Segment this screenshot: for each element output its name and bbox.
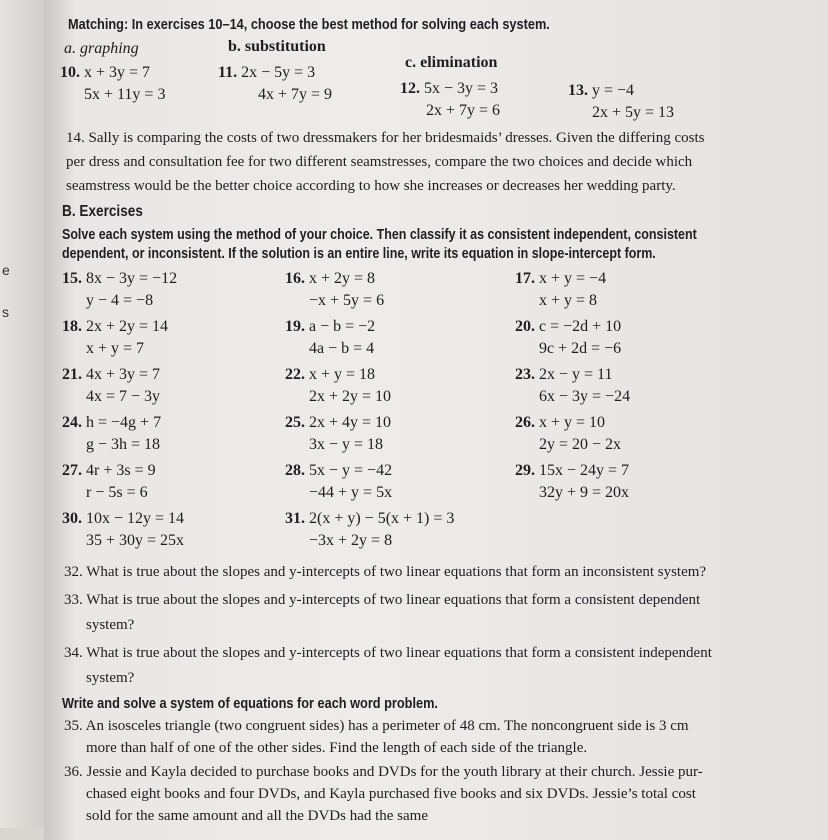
exercise-20: 20. c = −2d + 10 9c + 2d = −6 — [515, 318, 622, 357]
exercise-36: 36. Jessie and Kayla decided to purchase books and DVDs for the youth library at their church. Jessie pur- chased eight books and four DVDs, and Kayla purchased five books and six DVDs. Jessie’s total cost sold for the same amount and all the DVDs had the same — [64, 764, 703, 824]
exercise-18: 18. 2x + 2y = 14 x + y = 7 — [62, 318, 169, 357]
exercise-17: 17. x + y = −4 x + y = 8 — [515, 270, 607, 309]
exercise-27: 27. 4r + 3s = 9 r − 5s = 6 — [62, 462, 156, 501]
exercise-15: 15. 8x − 3y = −12 y − 4 = −8 — [62, 270, 178, 309]
edge-fragment: s — [2, 304, 9, 320]
option-substitution: b. substitution — [228, 38, 326, 55]
option-graphing: a. graphing — [64, 40, 139, 57]
exercise-10: 10. x + 3y = 7 5x + 11y = 3 — [60, 64, 166, 103]
exercise-30: 30. 10x − 12y = 14 35 + 30y = 25x — [62, 510, 185, 549]
exercise-28: 28. 5x − y = −42 −44 + y = 5x — [285, 462, 393, 501]
exercise-22: 22. x + y = 18 2x + 2y = 10 — [285, 366, 392, 405]
exercise-24: 24. h = −4g + 7 g − 3h = 18 — [62, 414, 162, 453]
question-34: 34. What is true about the slopes and y-intercepts of two linear equations that form a consistent independent system? — [64, 645, 712, 686]
section-title: B. Exercises — [62, 203, 143, 220]
exercise-31: 31. 2(x + y) − 5(x + 1) = 3 −3x + 2y = 8 — [285, 510, 455, 549]
exercise-25: 25. 2x + 4y = 10 3x − y = 18 — [285, 414, 392, 453]
option-elimination: c. elimination — [405, 54, 498, 71]
exercise-26: 26. x + y = 10 2y = 20 − 2x — [515, 414, 622, 453]
section-instructions: Solve each system using the method of your choice. Then classify it as consistent independent, consistent dependent, or inconsistent. If the solution is an entire line, write its equation in slope-intercept form. — [62, 227, 697, 262]
matching-instruction: Matching: In exercises 10–14, choose the best method for solving each system. — [68, 16, 550, 33]
exercise-11: 11. 2x − 5y = 3 4x + 7y = 9 — [218, 64, 333, 103]
question-32: 32. What is true about the slopes and y-intercepts of two linear equations that form an inconsistent system? — [64, 564, 707, 580]
exercise-19: 19. a − b = −2 4a − b = 4 — [285, 318, 376, 357]
exercise-13: 13. y = −4 2x + 5y = 13 — [568, 82, 675, 121]
exercise-12: 12. 5x − 3y = 3 2x + 7y = 6 — [400, 80, 501, 119]
exercise-14: 14. Sally is comparing the costs of two dressmakers for her bridesmaids’ dresses. Given the differing costs per dress and consultation fee for two different seamstresses, compare the two choices and decide which seamstress would be the better choice according to how she increases or decreases her wedding party. — [66, 130, 705, 194]
word-problems-instruction: Write and solve a system of equations for each word problem. — [62, 695, 438, 712]
question-33: 33. What is true about the slopes and y-intercepts of two linear equations that form a consistent dependent system? — [64, 592, 701, 633]
exercise-21: 21. 4x + 3y = 7 4x = 7 − 3y — [62, 366, 161, 405]
left-page-edge — [0, 0, 44, 828]
exercise-35: 35. An isosceles triangle (two congruent sides) has a perimeter of 48 cm. The noncongruent side is 3 cm more than half of one of the other sides. Find the length of each side of the triangle. — [64, 718, 689, 756]
exercise-16: 16. x + 2y = 8 −x + 5y = 6 — [285, 270, 385, 309]
exercise-23: 23. 2x − y = 11 6x − 3y = −24 — [515, 366, 631, 405]
exercise-29: 29. 15x − 24y = 7 32y + 9 = 20x — [515, 462, 630, 501]
edge-fragment: e — [2, 262, 10, 278]
